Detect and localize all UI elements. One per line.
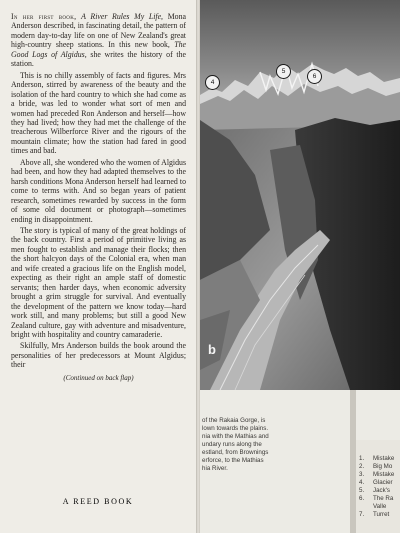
- key-row: 4. Glacier: [359, 479, 393, 486]
- key-row: 2. Big Mo: [359, 463, 393, 470]
- continued-note: (Continued on back flap): [63, 373, 134, 382]
- caption-line: nia with the Mathias and: [202, 433, 269, 440]
- caption-line: undary runs along the: [202, 441, 262, 448]
- map-marker-6: 6: [307, 69, 322, 84]
- key-row: 3. Mistake: [359, 471, 395, 478]
- caption-line: estland, from Brownings: [202, 449, 269, 456]
- caption-line: hia River.: [202, 465, 228, 472]
- flap-paragraph-1: [11, 12, 186, 69]
- book-title-1: A River Rules My Life,: [81, 12, 164, 21]
- key-row: 6. The Ra: [359, 495, 394, 502]
- photo-key: [359, 455, 400, 519]
- caption-line: lown towards the plains.: [202, 425, 269, 432]
- key-row: 5. Jack's: [359, 487, 390, 494]
- caption-line: of the Rakaia Gorge, is: [202, 417, 266, 424]
- flap-text-2: she writes the history of the station.: [11, 49, 186, 69]
- photo-caption: [202, 417, 352, 473]
- flap-paragraph-3: Above all, she wondered who the women of Algidus had been, and how they had adapted themselves to the harsh conditions Mona Anderson herself had learned to come to terms with. And so began years of patient research, sometimes rewarded by success in the form of some old document or photograph—sometimes ending in disappointment.: [11, 157, 186, 224]
- photo-marker-b: b: [208, 342, 216, 357]
- key-row: 7. Turret: [359, 511, 390, 518]
- book-title-2: The Good Logs of Algidus,: [11, 40, 186, 59]
- publisher-mark: A REED BOOK: [62, 497, 134, 506]
- flap-lead: In her first book,: [11, 12, 77, 21]
- key-row: Valle: [373, 503, 387, 510]
- flap-paragraph-4: The story is typical of many of the great holdings of the back country. First a period of primitive living as men fought to establish and manage their flocks; then the short halcyon days of the Colonial era, when man and wife created a gracious life on the English model, expecting as their right an ample staff of domestic servants; then harder days, when economic adversity brought a grim struggle for survival. And eventually the development of the pattern we know today—hard work still, and many problems; but still a good New Zealand culture, gay with adventure and misadventure, bright with hospitality and country camaraderie.: [11, 225, 186, 339]
- flap-text-1: Mona Anderson described, in fascinating detail, the pattern of modern day-to-day life on one of New Zealand's great high-country sheep stations. In this new book,: [11, 12, 187, 50]
- map-marker-5: 5: [276, 64, 291, 79]
- flap-paragraph-5: Skilfully, Mrs Anderson builds the book around the personalities of her predecessors at Mount Algidus; their: [11, 341, 186, 370]
- key-row: 1. Mistake: [359, 455, 395, 462]
- caption-line: erforce, to the Mathias: [202, 457, 264, 464]
- flap-paragraph-2: This is no chilly assembly of facts and figures. Mrs Anderson, stirred by awareness of the beauty and the isolation of the hard country to which she had come as a bride, was led to wonder what sort of men and women had preceded Ron Anderson and herself—how they had lived; how they had met the challenge of the treacherous Wilberforce River and the rigours of the mountain climate; how the station had fared in good times and bad.: [11, 70, 186, 156]
- front-flap: [0, 0, 196, 533]
- map-marker-4: 4: [205, 75, 220, 90]
